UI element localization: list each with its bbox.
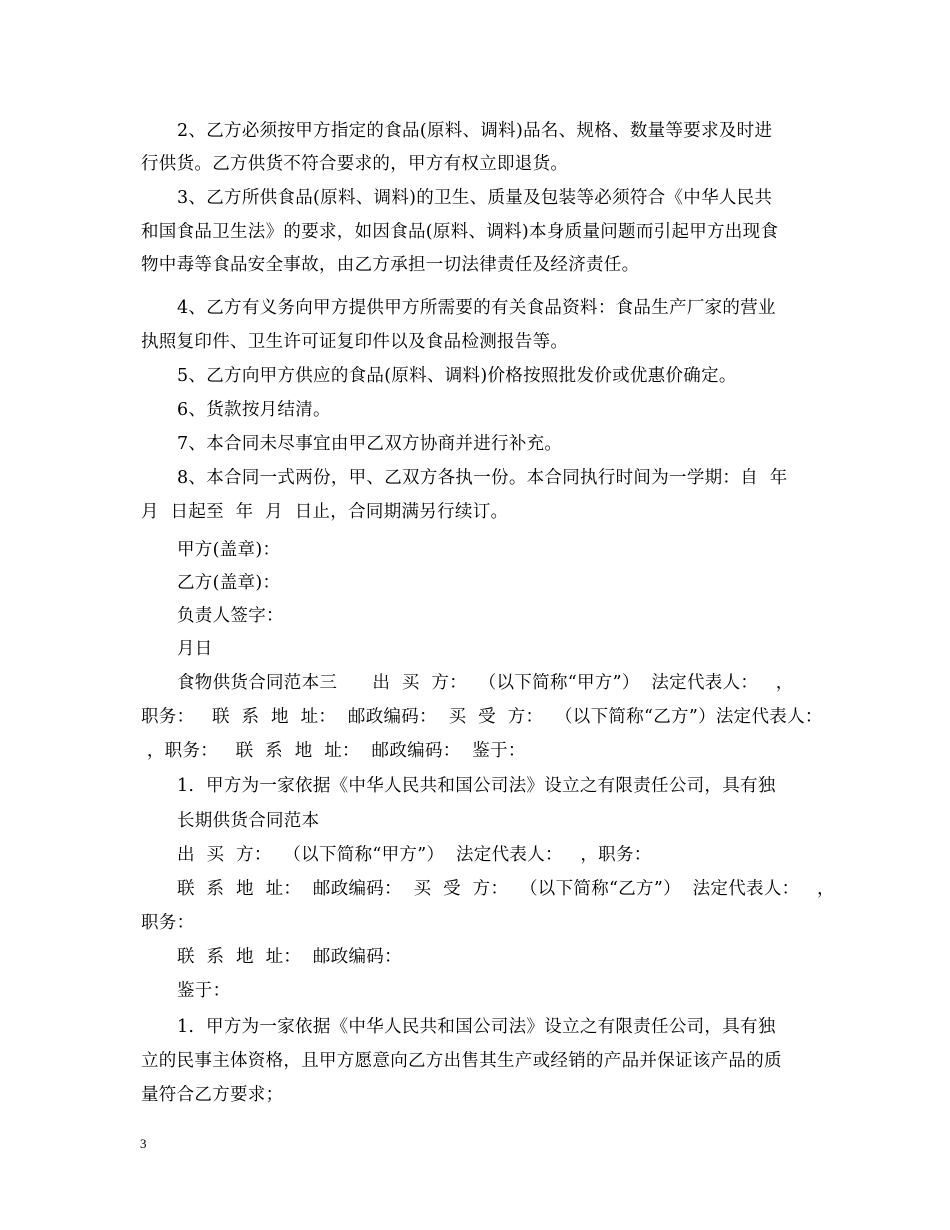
text-line: 执照复印件、卫生许可证复印件以及食品检测报告等。	[141, 332, 569, 352]
text-line: ，职务： 联 系 地 址： 邮政编码： 鉴于：	[141, 741, 526, 761]
section-title: 长期供货合同范本	[177, 811, 320, 831]
text-line: 食物供货合同范本三 出 买 方： （以下简称“甲方”） 法定代表人： ，	[177, 673, 794, 693]
text-line: 联 系 地 址： 邮政编码： 买 受 方： （以下简称“乙方”） 法定代表人： ，	[177, 879, 835, 899]
text-line: 2、乙方必须按甲方指定的食品(原料、调料)品名、规格、数量等要求及时进	[177, 121, 773, 141]
signature-label: 负责人签字：	[177, 606, 284, 626]
text-line: 量符合乙方要求；	[141, 1085, 284, 1105]
text-line: 出 买 方： （以下简称“甲方”） 法定代表人： ，职务：	[177, 845, 652, 865]
page-number: 3	[140, 1136, 147, 1151]
text-line: 月 日起至 年 月 日止，合同期满另行续订。	[141, 502, 509, 522]
text-line: 7、本合同未尽事宜由甲乙双方协商并进行补充。	[177, 434, 563, 454]
text-line: 1. 甲方为一家依据《中华人民共和国公司法》设立之有限责任公司，具有独	[177, 776, 776, 796]
text-line: 4、乙方有义务向甲方提供甲方所需要的有关食品资料：食品生产厂家的营业	[177, 298, 776, 318]
party-a-seal-label: 甲方(盖章)：	[177, 540, 281, 560]
text-line: 行供货。乙方供货不符合要求的，甲方有权立即退货。	[141, 154, 569, 174]
text-line: 和国食品卫生法》的要求，如因食品(原料、调料)本身质量问题而引起甲方出现食	[141, 222, 779, 242]
party-b-seal-label: 乙方(盖章)：	[177, 573, 281, 593]
text-line: 1. 甲方为一家依据《中华人民共和国公司法》设立之有限责任公司，具有独	[177, 1017, 776, 1037]
text-line: 5、乙方向甲方供应的食品(原料、调料)价格按照批发价或优惠价确定。	[177, 366, 737, 386]
text-line: 职务：	[141, 913, 195, 933]
text-line: 6、货款按月结清。	[177, 400, 331, 420]
date-label: 月日	[177, 639, 213, 659]
text-line: 鉴于：	[177, 981, 231, 1001]
text-line: 3、乙方所供食品(原料、调料)的卫生、质量及包装等必须符合《中华人民共	[177, 188, 773, 208]
text-line: 8、本合同一式两份，甲、乙双方各执一份。本合同执行时间为一学期：自 年	[177, 468, 788, 488]
text-line: 职务： 联 系 地 址： 邮政编码： 买 受 方： （以下简称“乙方”）法定代表人：	[141, 707, 823, 727]
text-line: 立的民事主体资格，且甲方愿意向乙方出售其生产或经销的产品并保证该产品的质	[141, 1051, 782, 1071]
text-line: 物中毒等食品安全事故，由乙方承担一切法律责任及经济责任。	[141, 255, 640, 275]
text-line: 联 系 地 址： 邮政编码：	[177, 947, 402, 967]
